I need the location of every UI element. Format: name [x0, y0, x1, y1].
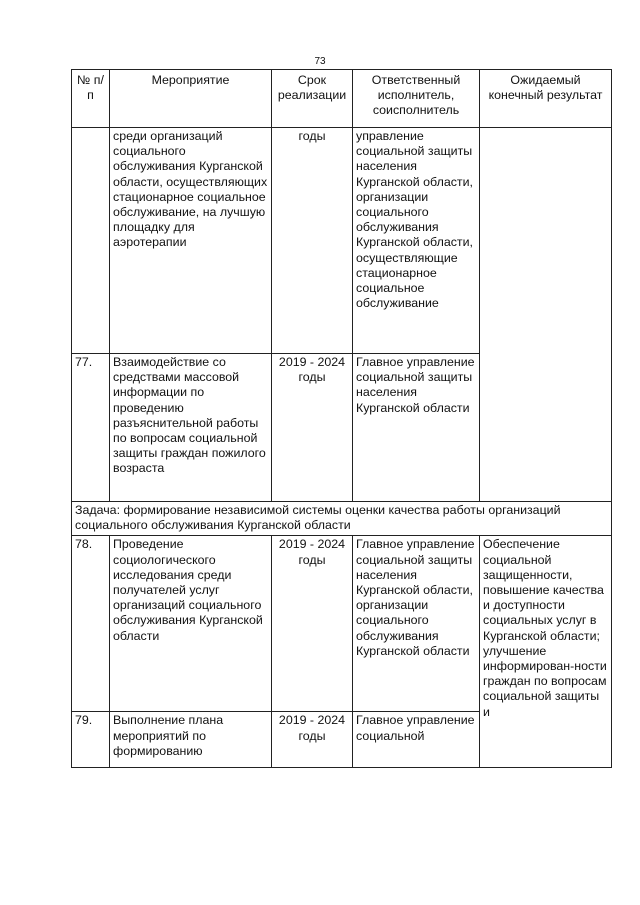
header-event: Мероприятие: [110, 70, 272, 128]
row-number: [72, 128, 110, 354]
measures-table: [71, 69, 612, 768]
row-responsible: управление социальной защиты населения Курганской области, организации социального обслуживания Курганской области, осуществляющие стационарное социальное обслуживание: [353, 128, 480, 354]
row-event: среди организаций социального обслуживания Курганской области, осуществляющих стационарное социальное обслуживание, на лучшую площадку для аэротерапии: [110, 128, 272, 354]
header-term: Срок реализации: [272, 70, 353, 128]
header-responsible: Ответственный исполнитель, соисполнитель: [353, 70, 480, 128]
row-term: 2019 - 2024 годы: [272, 354, 353, 502]
row-result: [480, 128, 612, 502]
header-number: № п/п: [72, 70, 110, 128]
task-row: [72, 502, 612, 536]
row-term: годы: [272, 128, 353, 354]
row-term: 2019 - 2024 годы: [272, 712, 353, 768]
row-responsible: Главное управление социальной защиты населения Курганской области, организации социального обслуживания Курганской области: [353, 536, 480, 712]
table-header-row: [72, 70, 612, 128]
row-responsible: Главное управление социальной защиты населения Курганской области: [353, 354, 480, 502]
row-number: 79.: [72, 712, 110, 768]
row-event: Проведение социологического исследования среди получателей услуг организаций социального обслуживания Курганской области: [110, 536, 272, 712]
task-text: Задача: формирование независимой системы оценки качества работы организаций социального обслуживания Курганской области: [72, 502, 612, 536]
header-result: Ожидаемый конечный результат: [480, 70, 612, 128]
row-event: Выполнение плана мероприятий по формированию: [110, 712, 272, 768]
row-term: 2019 - 2024 годы: [272, 536, 353, 712]
table-row: [72, 536, 612, 712]
row-number: 78.: [72, 536, 110, 712]
page-number: 73: [314, 56, 326, 67]
table-row: [72, 128, 612, 354]
row-responsible: Главное управление социальной: [353, 712, 480, 768]
row-result: Обеспечение социальной защищенности, повышение качества и доступности социальных услуг в Курганской области; улучшение информирован-ности граждан по вопросам социальной защиты и: [480, 536, 612, 768]
row-number: 77.: [72, 354, 110, 502]
row-event: Взаимодействие со средствами массовой информации по проведению разъяснительной работы по вопросам социальной защиты граждан пожилого возраста: [110, 354, 272, 502]
